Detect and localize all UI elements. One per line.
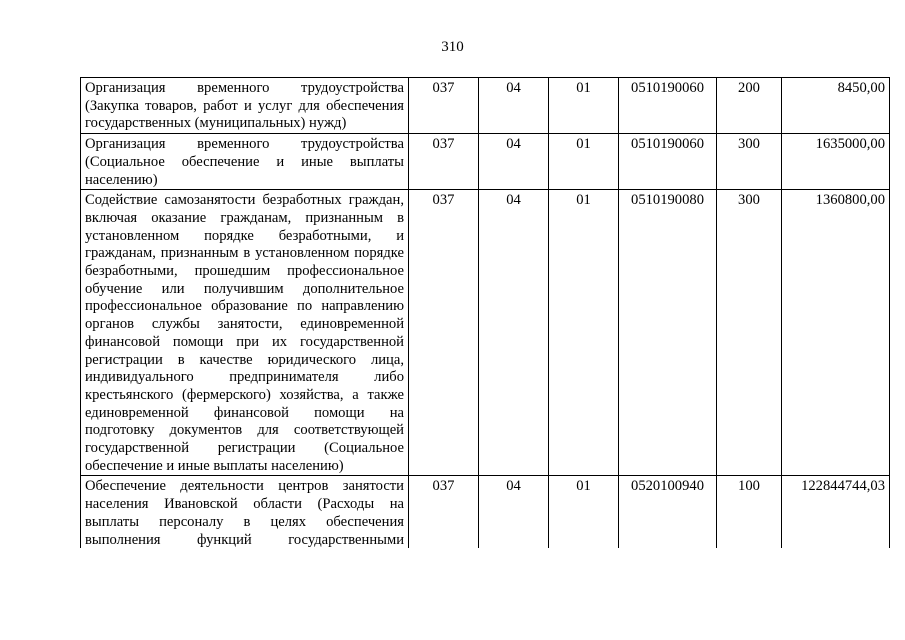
row-subsection-code: 01 xyxy=(549,78,619,134)
row-expense-type: 300 xyxy=(717,190,782,476)
row-grbs-code: 037 xyxy=(409,190,479,476)
row-target-article: 0510190060 xyxy=(619,78,717,134)
row-target-article: 0510190080 xyxy=(619,190,717,476)
row-description: Содействие самозанятости безработных граждан, включая оказание гражданам, признанным в установленном порядке безработными, и гражданам, признанным в установленном порядке безработными, прошедшим профессиональное обучение или получившим дополнительное профессиональное образование по направлению органов службы занятости, единовременной финансовой помощи при их государственной регистрации в качестве юридического лица, индивидуального предпринимателя либо крестьянского (фермерского) хозяйства, а также единовременной финансовой помощи на подготовку документов для соответствующей государственной регистрации (Социальное обеспечение и иные выплаты населению) xyxy=(81,190,409,476)
table-row xyxy=(81,476,890,549)
row-amount: 8450,00 xyxy=(782,78,890,134)
row-expense-type: 300 xyxy=(717,134,782,190)
row-expense-type: 100 xyxy=(717,476,782,549)
row-description: Организация временного трудоустройства (Закупка товаров, работ и услуг для обеспечения государственных (муниципальных) нужд) xyxy=(81,78,409,134)
budget-table xyxy=(80,77,890,548)
row-target-article: 0520100940 xyxy=(619,476,717,549)
row-amount: 1635000,00 xyxy=(782,134,890,190)
row-section-code: 04 xyxy=(479,190,549,476)
row-section-code: 04 xyxy=(479,78,549,134)
row-amount: 122844744,03 xyxy=(782,476,890,549)
row-expense-type: 200 xyxy=(717,78,782,134)
row-subsection-code: 01 xyxy=(549,134,619,190)
row-description: Обеспечение деятельности центров занятости населения Ивановской области (Расходы на выплаты персоналу в целях обеспечения выполнения функций государственными xyxy=(81,476,409,549)
row-grbs-code: 037 xyxy=(409,134,479,190)
table-row xyxy=(81,78,890,134)
row-description: Организация временного трудоустройства (Социальное обеспечение и иные выплаты населению) xyxy=(81,134,409,190)
row-amount: 1360800,00 xyxy=(782,190,890,476)
row-subsection-code: 01 xyxy=(549,476,619,549)
row-subsection-code: 01 xyxy=(549,190,619,476)
page-number: 310 xyxy=(441,39,464,55)
row-grbs-code: 037 xyxy=(409,78,479,134)
row-section-code: 04 xyxy=(479,476,549,549)
table-row xyxy=(81,190,890,476)
table-row xyxy=(81,134,890,190)
row-target-article: 0510190060 xyxy=(619,134,717,190)
row-grbs-code: 037 xyxy=(409,476,479,549)
row-section-code: 04 xyxy=(479,134,549,190)
